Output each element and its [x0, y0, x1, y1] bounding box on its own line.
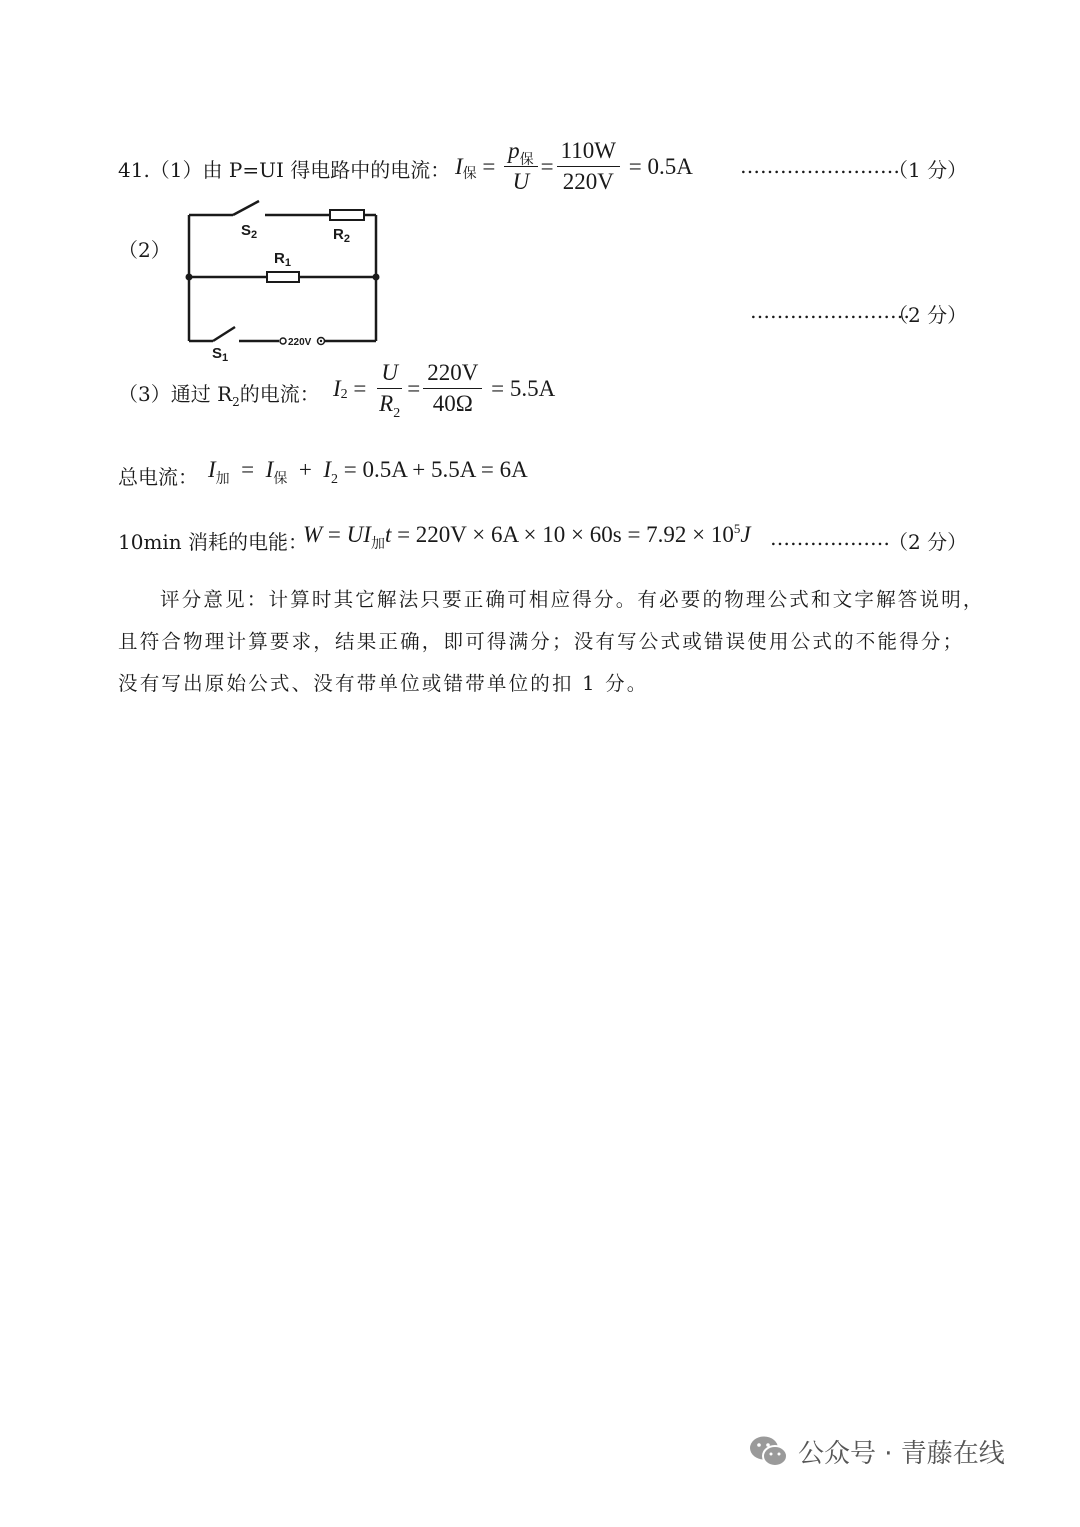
q41-total-label: 总电流：	[118, 465, 198, 489]
watermark	[748, 1433, 1005, 1470]
q41-energy-formula: $W = UI_加t = 220V \times 6A \times 10 \times 60s = 7.92 \times 10^5J$	[303, 521, 751, 552]
q41-energy-label: 10min 消耗的电能：	[118, 530, 309, 554]
grading-note-line1: 评分意见：计算时其它解法只要正确可相应得分。有必要的物理公式和文字解答说明，	[160, 588, 985, 611]
q41-part1-dots: ……………………	[740, 154, 900, 178]
q41-part3-label: （3）通过 $R_2$的电流：	[118, 382, 320, 409]
grading-note-line2: 且符合物理计算要求，结果正确，即可得满分；没有写公式或错误使用公式的不能得分；	[118, 630, 965, 653]
q41-part1-score: （1 分）	[888, 158, 968, 182]
q41-part2-label: （2）	[118, 238, 171, 262]
q41-part1-label: 41.（1）由 P=UI 得电路中的电流：	[118, 158, 451, 182]
q41-total-formula: $I_加 = I_保 + I_2 = 0.5A + 5.5A = 6A$	[208, 457, 528, 487]
label-S2: $S_2$	[241, 222, 258, 241]
label-source: 220V	[288, 337, 312, 348]
q41-part3-formula: I 2 = $\frac{U}{R_2}$ = $\frac{220V}{40\Omega}$ = 5.5A	[333, 360, 556, 422]
circuit-diagram	[175, 195, 390, 365]
q41-energy-dots: ………………	[770, 526, 890, 550]
label-S1: $S_1$	[212, 345, 229, 364]
watermark-text: 公众号 · 青藤在线	[798, 1439, 1005, 1469]
q41-energy-score: （2 分）	[888, 530, 968, 554]
label-R2: $R_2$	[333, 226, 350, 245]
q41-part2-dots: ……………………	[750, 299, 910, 323]
grading-note-line3: 没有写出原始公式、没有带单位或错带单位的扣 1 分。	[118, 672, 649, 695]
q41-part2-score: （2 分）	[888, 303, 968, 327]
wechat-icon	[748, 1434, 790, 1470]
label-R1: $R_1$	[274, 250, 291, 269]
q41-part1-formula: I 保 = $\frac{p_保}{U}$ = $\frac{110W}{220V}$ = 0.5A	[455, 138, 693, 195]
